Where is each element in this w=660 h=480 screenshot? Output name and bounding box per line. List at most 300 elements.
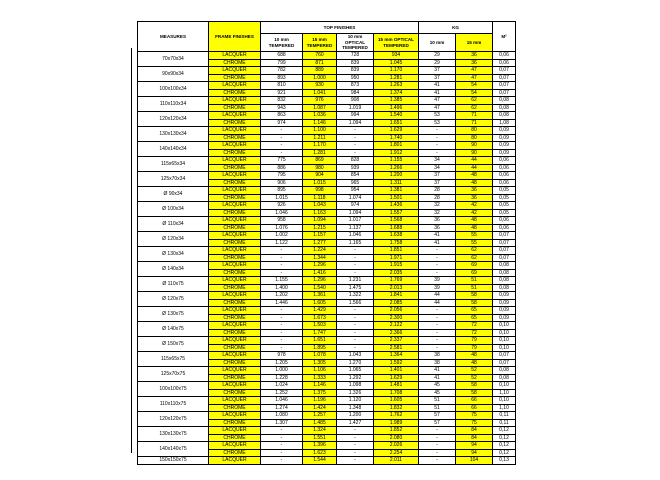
value-cell: 1.266 <box>374 164 419 172</box>
table-row <box>138 157 516 165</box>
value-cell: 75 <box>456 412 493 420</box>
value-cell: 47 <box>456 67 493 75</box>
value-cell: 0,12 <box>493 442 516 450</box>
value-cell: 1.324 <box>303 427 337 435</box>
measure-cell: 130x130x75 <box>138 427 209 442</box>
value-cell: 1.270 <box>337 359 374 367</box>
value-cell: - <box>419 149 456 157</box>
value-cell: 1.215 <box>303 224 337 232</box>
value-cell: 28 <box>419 187 456 195</box>
value-cell: 863 <box>261 112 303 120</box>
value-cell: 66 <box>456 404 493 412</box>
value-cell: - <box>337 427 374 435</box>
value-cell: 41 <box>419 232 456 240</box>
value-cell: 1.427 <box>337 419 374 427</box>
measure-cell: 140x140x75 <box>138 442 209 457</box>
value-cell: 1.416 <box>303 269 337 277</box>
finish-cell: LACQUER <box>209 202 261 210</box>
value-cell: 1.852 <box>374 427 419 435</box>
value-cell: 0,07 <box>493 232 516 240</box>
value-cell: 958 <box>261 217 303 225</box>
value-cell: 1.475 <box>337 284 374 292</box>
value-cell: 1.118 <box>303 194 337 202</box>
value-cell: 839 <box>337 59 374 67</box>
value-cell: 1.106 <box>303 367 337 375</box>
value-cell: 810 <box>261 82 303 90</box>
finish-cell: CHROME <box>209 329 261 337</box>
measure-cell: Ø 130x75 <box>138 307 209 322</box>
value-cell: - <box>337 254 374 262</box>
measure-cell: 140x140x34 <box>138 142 209 157</box>
value-cell: 1.000 <box>303 74 337 82</box>
finish-cell: CHROME <box>209 224 261 232</box>
value-cell: 47 <box>456 74 493 82</box>
table-row <box>138 442 516 450</box>
value-cell: 1.076 <box>261 224 303 232</box>
value-cell: 58 <box>456 299 493 307</box>
measure-cell: Ø 130x34 <box>138 247 209 262</box>
value-cell: 72 <box>456 322 493 330</box>
value-cell: 66 <box>456 397 493 405</box>
measure-cell: 100x100x75 <box>138 382 209 397</box>
value-cell: 943 <box>261 104 303 112</box>
value-cell: 52 <box>456 367 493 375</box>
value-cell: - <box>419 269 456 277</box>
value-cell: 0,09 <box>493 142 516 150</box>
finish-cell: CHROME <box>209 119 261 127</box>
value-cell: 2.013 <box>374 284 419 292</box>
value-cell: 1.224 <box>303 247 337 255</box>
measure-cell: Ø 120x34 <box>138 232 209 247</box>
value-cell: - <box>337 434 374 442</box>
value-cell: 795 <box>261 172 303 180</box>
measure-cell: 70x70x34 <box>138 52 209 67</box>
value-cell: 1.043 <box>303 202 337 210</box>
table-row <box>138 97 516 105</box>
finish-cell: CHROME <box>209 59 261 67</box>
finish-cell: LACQUER <box>209 232 261 240</box>
value-cell: - <box>419 337 456 345</box>
value-cell: - <box>337 337 374 345</box>
value-cell: 1.501 <box>374 194 419 202</box>
value-cell: 839 <box>337 67 374 75</box>
value-cell: 0,09 <box>493 292 516 300</box>
value-cell: - <box>261 127 303 135</box>
value-cell: 69 <box>456 262 493 270</box>
value-cell: 0,06 <box>493 164 516 172</box>
value-cell: 39 <box>419 284 456 292</box>
value-cell: 1,10 <box>493 404 516 412</box>
value-cell: - <box>419 127 456 135</box>
value-cell: 1,10 <box>493 389 516 397</box>
value-cell: 1.832 <box>374 404 419 412</box>
value-cell: 1.205 <box>261 359 303 367</box>
value-cell: - <box>419 307 456 315</box>
value-cell: 41 <box>419 89 456 97</box>
value-cell: 52 <box>456 374 493 382</box>
measure-cell: 120x120x34 <box>138 112 209 127</box>
finish-cell: LACQUER <box>209 427 261 435</box>
table-row <box>138 187 516 195</box>
value-cell: 36 <box>456 52 493 60</box>
finish-cell: CHROME <box>209 419 261 427</box>
value-cell: 1.915 <box>374 262 419 270</box>
value-cell: 34 <box>419 164 456 172</box>
value-cell: 1.120 <box>337 397 374 405</box>
value-cell: 1.989 <box>374 419 419 427</box>
value-cell: 930 <box>303 82 337 90</box>
value-cell: 44 <box>419 299 456 307</box>
value-cell: 1.638 <box>374 232 419 240</box>
value-cell: 1.605 <box>374 397 419 405</box>
value-cell: 36 <box>419 224 456 232</box>
value-cell: 1.296 <box>303 262 337 270</box>
value-cell: 908 <box>337 97 374 105</box>
value-cell: 58 <box>456 292 493 300</box>
measure-cell: Ø 150x75 <box>138 337 209 352</box>
value-cell: 1,08 <box>493 119 516 127</box>
value-cell: 84 <box>456 427 493 435</box>
value-cell: 28 <box>419 194 456 202</box>
finish-cell: CHROME <box>209 74 261 82</box>
value-cell: 0,08 <box>493 262 516 270</box>
value-cell: 1.758 <box>374 239 419 247</box>
value-cell: 873 <box>337 82 374 90</box>
table-row <box>138 277 516 285</box>
value-cell: 974 <box>337 202 374 210</box>
value-cell: 48 <box>456 352 493 360</box>
value-cell: 904 <box>303 172 337 180</box>
finish-cell: LACQUER <box>209 142 261 150</box>
value-cell: 58 <box>456 382 493 390</box>
value-cell: 1.100 <box>303 127 337 135</box>
value-cell: 45 <box>419 389 456 397</box>
value-cell: 1.305 <box>303 359 337 367</box>
value-cell: - <box>337 329 374 337</box>
value-cell: 0,13 <box>493 457 516 465</box>
value-cell: 90 <box>456 142 493 150</box>
value-cell: - <box>337 149 374 157</box>
value-cell: 62 <box>456 97 493 105</box>
measure-cell: Ø 120x75 <box>138 292 209 307</box>
value-cell: 1.274 <box>261 404 303 412</box>
value-cell: 1.381 <box>374 187 419 195</box>
value-cell: 854 <box>337 172 374 180</box>
finish-cell: CHROME <box>209 284 261 292</box>
value-cell: 48 <box>456 172 493 180</box>
value-cell: 0,12 <box>493 434 516 442</box>
value-cell: 0,08 <box>493 112 516 120</box>
value-cell: 44 <box>419 292 456 300</box>
value-cell: 48 <box>456 224 493 232</box>
finish-cell: CHROME <box>209 389 261 397</box>
value-cell: 0,06 <box>493 59 516 67</box>
value-cell: - <box>419 142 456 150</box>
value-cell: 965 <box>337 179 374 187</box>
header-frame-finishes: FRAME FINISHES <box>209 22 261 52</box>
value-cell: - <box>261 322 303 330</box>
finish-cell: LACQUER <box>209 247 261 255</box>
header-measures: MEASURES <box>138 22 209 52</box>
value-cell: 1.747 <box>303 329 337 337</box>
finish-cell: LACQUER <box>209 292 261 300</box>
value-cell: 53 <box>419 119 456 127</box>
finish-cell: CHROME <box>209 404 261 412</box>
value-cell: 1.446 <box>261 299 303 307</box>
value-cell: 2.011 <box>374 457 419 465</box>
value-cell: 1.024 <box>261 382 303 390</box>
finish-cell: CHROME <box>209 239 261 247</box>
value-cell: 0,06 <box>493 172 516 180</box>
table-body <box>138 52 516 465</box>
value-cell: - <box>419 427 456 435</box>
value-cell: 1.651 <box>303 337 337 345</box>
value-cell: 58 <box>456 389 493 397</box>
value-cell: 2.366 <box>374 329 419 337</box>
value-cell: 1.046 <box>261 209 303 217</box>
value-cell: 1.400 <box>261 284 303 292</box>
value-cell: - <box>337 457 374 465</box>
table-row <box>138 127 516 135</box>
value-cell: 65 <box>456 307 493 315</box>
value-cell: 0,07 <box>493 247 516 255</box>
finish-cell: LACQUER <box>209 217 261 225</box>
value-cell: - <box>419 449 456 457</box>
value-cell: 1.170 <box>303 142 337 150</box>
finish-cell: LACQUER <box>209 157 261 165</box>
value-cell: 1.292 <box>337 374 374 382</box>
value-cell: 1.041 <box>303 89 337 97</box>
measure-cell: 115x65x75 <box>138 352 209 367</box>
finish-cell: LACQUER <box>209 172 261 180</box>
value-cell: - <box>261 269 303 277</box>
value-cell: 57 <box>419 419 456 427</box>
value-cell: 1.196 <box>303 397 337 405</box>
table-row <box>138 82 516 90</box>
value-cell: 1.375 <box>303 389 337 397</box>
value-cell: 0,08 <box>493 374 516 382</box>
value-cell: - <box>337 142 374 150</box>
value-cell: 984 <box>337 89 374 97</box>
finish-cell: LACQUER <box>209 442 261 450</box>
value-cell: 42 <box>456 209 493 217</box>
value-cell: 1.895 <box>303 344 337 352</box>
header-10mm-tempered: 10 mm TEMPERED <box>261 34 303 52</box>
value-cell: 1.015 <box>261 194 303 202</box>
value-cell: 2.085 <box>374 299 419 307</box>
value-cell: 775 <box>261 157 303 165</box>
value-cell: 0,08 <box>493 284 516 292</box>
value-cell: 1.311 <box>374 179 419 187</box>
value-cell: 2.581 <box>374 344 419 352</box>
value-cell: 1.231 <box>337 277 374 285</box>
value-cell: 48 <box>456 179 493 187</box>
value-cell: 1.688 <box>374 224 419 232</box>
value-cell: 38 <box>419 359 456 367</box>
value-cell: - <box>261 262 303 270</box>
value-cell: 978 <box>261 352 303 360</box>
value-cell: 1.429 <box>303 307 337 315</box>
measure-cell: Ø 110x34 <box>138 217 209 232</box>
value-cell: 895 <box>261 187 303 195</box>
value-cell: 0,10 <box>493 322 516 330</box>
value-cell: - <box>261 134 303 142</box>
value-cell: 0,10 <box>493 397 516 405</box>
value-cell: 94 <box>456 449 493 457</box>
value-cell: 41 <box>419 239 456 247</box>
value-cell: - <box>337 449 374 457</box>
value-cell: 80 <box>456 127 493 135</box>
value-cell: 1.971 <box>374 254 419 262</box>
finish-cell: CHROME <box>209 254 261 262</box>
value-cell: 0,08 <box>493 269 516 277</box>
table-row <box>138 172 516 180</box>
header-10mm-optical-tempered: 10 mm OPTICAL TEMPERED <box>337 34 374 52</box>
measure-cell: 110x110x75 <box>138 397 209 412</box>
value-cell: 36 <box>419 217 456 225</box>
value-cell: 32 <box>419 209 456 217</box>
finish-cell: CHROME <box>209 434 261 442</box>
value-cell: 1.651 <box>374 119 419 127</box>
measure-cell: 125x70x75 <box>138 367 209 382</box>
table-row <box>138 142 516 150</box>
value-cell: 1.163 <box>303 209 337 217</box>
measure-cell: 110x110x34 <box>138 97 209 112</box>
value-cell: 760 <box>303 52 337 60</box>
table-row <box>138 457 516 465</box>
table-row <box>138 367 516 375</box>
table-row <box>138 262 516 270</box>
finish-cell: CHROME <box>209 374 261 382</box>
value-cell: 0,07 <box>493 74 516 82</box>
value-cell: 54 <box>456 82 493 90</box>
finish-cell: CHROME <box>209 104 261 112</box>
value-cell: 1.708 <box>374 389 419 397</box>
header-kg-10mm: 10 mm <box>419 34 456 52</box>
measure-cell: 130x130x34 <box>138 127 209 142</box>
value-cell: 0,06 <box>493 157 516 165</box>
value-cell: 0,09 <box>493 134 516 142</box>
value-cell: 1.170 <box>374 67 419 75</box>
value-cell: - <box>337 307 374 315</box>
value-cell: 1.200 <box>337 412 374 420</box>
value-cell: 1.629 <box>374 374 419 382</box>
value-cell: 1.566 <box>337 299 374 307</box>
finish-cell: LACQUER <box>209 52 261 60</box>
value-cell: - <box>261 254 303 262</box>
value-cell: 1.503 <box>303 322 337 330</box>
table-row <box>138 307 516 315</box>
value-cell: 0,07 <box>493 239 516 247</box>
value-cell: 0,06 <box>493 217 516 225</box>
value-cell: 32 <box>419 202 456 210</box>
value-cell: 1.087 <box>303 104 337 112</box>
finish-cell: LACQUER <box>209 457 261 465</box>
value-cell: 1.155 <box>261 277 303 285</box>
value-cell: 51 <box>419 397 456 405</box>
value-cell: 54 <box>456 89 493 97</box>
value-cell: 1.228 <box>261 374 303 382</box>
value-cell: - <box>337 134 374 142</box>
value-cell: - <box>419 344 456 352</box>
value-cell: 2.254 <box>374 449 419 457</box>
value-cell: 1.740 <box>374 134 419 142</box>
measure-cell: 100x100x34 <box>138 82 209 97</box>
value-cell: - <box>261 247 303 255</box>
value-cell: 75 <box>456 419 493 427</box>
value-cell: 79 <box>456 337 493 345</box>
finish-cell: LACQUER <box>209 82 261 90</box>
finish-cell: LACQUER <box>209 262 261 270</box>
value-cell: 2.035 <box>374 269 419 277</box>
value-cell: 1.326 <box>337 389 374 397</box>
value-cell: 926 <box>261 202 303 210</box>
value-cell: 1.623 <box>303 449 337 457</box>
value-cell: 0,08 <box>493 97 516 105</box>
table-row <box>138 67 516 75</box>
table-row <box>138 247 516 255</box>
value-cell: 0,08 <box>493 367 516 375</box>
value-cell: 828 <box>337 157 374 165</box>
value-cell: 1.307 <box>261 419 303 427</box>
value-cell: 51 <box>456 277 493 285</box>
table-row <box>138 112 516 120</box>
value-cell: 688 <box>261 52 303 60</box>
value-cell: 1.257 <box>303 412 337 420</box>
value-cell: 1.146 <box>303 119 337 127</box>
measure-cell: Ø 140x34 <box>138 262 209 277</box>
value-cell: 934 <box>374 52 419 60</box>
value-cell: 1.605 <box>303 299 337 307</box>
value-cell: 0,09 <box>493 299 516 307</box>
value-cell: 0,07 <box>493 67 516 75</box>
value-cell: 1.629 <box>374 127 419 135</box>
value-cell: - <box>261 314 303 322</box>
value-cell: 42 <box>456 202 493 210</box>
value-cell: 1.211 <box>303 134 337 142</box>
table-row <box>138 52 516 60</box>
value-cell: 57 <box>419 412 456 420</box>
value-cell: - <box>419 457 456 465</box>
value-cell: 1.094 <box>337 209 374 217</box>
finish-cell: CHROME <box>209 299 261 307</box>
value-cell: 1.043 <box>337 352 374 360</box>
value-cell: 80 <box>456 134 493 142</box>
value-cell: - <box>337 344 374 352</box>
value-cell: 0,05 <box>493 194 516 202</box>
value-cell: 1.673 <box>303 314 337 322</box>
value-cell: 36 <box>456 59 493 67</box>
value-cell: 84 <box>456 434 493 442</box>
value-cell: 1.281 <box>374 74 419 82</box>
value-cell: 0,05 <box>493 202 516 210</box>
value-cell: 980 <box>303 164 337 172</box>
value-cell: 1.769 <box>374 277 419 285</box>
value-cell: 37 <box>419 179 456 187</box>
finish-cell: CHROME <box>209 149 261 157</box>
value-cell: 41 <box>419 367 456 375</box>
value-cell: 1.094 <box>303 217 337 225</box>
value-cell: - <box>419 442 456 450</box>
value-cell: 44 <box>456 157 493 165</box>
value-cell: 72 <box>456 329 493 337</box>
value-cell: 1.065 <box>337 367 374 375</box>
value-cell: 0,08 <box>493 277 516 285</box>
value-cell: 1.296 <box>303 277 337 285</box>
value-cell: 0,10 <box>493 382 516 390</box>
value-cell: 51 <box>419 404 456 412</box>
value-cell: 1.019 <box>337 104 374 112</box>
